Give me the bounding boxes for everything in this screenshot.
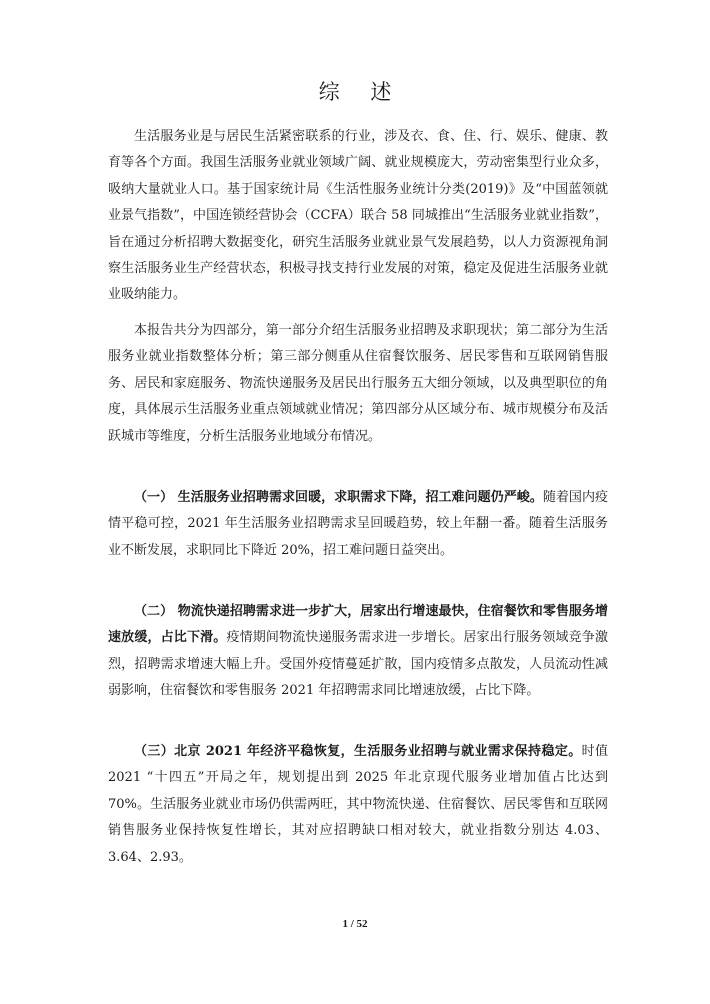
finding-one-text: 随着国内疫情平稳可控，2021 年生活服务业招聘需求呈回暖趋势，较上年翻一番。随着生活服务业不断发展，求职同比下降近 20%，招工难问题日益突出。	[108, 490, 608, 558]
paragraph-structure-text: 本报告共分为四部分，第一部分介绍生活服务业招聘及求职现状；第二部分为生活服务业就业指数整体分析；第三部分侧重从住宿餐饮服务、居民零售和互联网销售服务、居民和家庭服务、物流快递服务及居民出行服务五大细分领域，以及典型职位的角度，具体展示生活服务业重点领域就业情况；第四部分从区域分布、城市规模分布及活跃城市等维度，分析生活服务业地域分布情况。	[108, 323, 608, 444]
finding-three	[108, 739, 608, 871]
paragraph-intro-text: 生活服务业是与居民生活紧密联系的行业，涉及衣、食、住、行、娱乐、健康、教育等各个方面。我国生活服务业就业领域广阔、就业规模庞大，劳动密集型行业众多，吸纳大量就业人口。基于国家统计局《生活性服务业统计分类(2019)》及“中国蓝领就业景气指数”，中国连锁经营协会（CCFA）联合 58 同城推出“生活服务业就业指数”，旨在通过分析招聘大数据变化，研究生活服务业就业景气发展趋势，以人力资源视角洞察生活服务业生产经营状态，积极寻找支持行业发展的对策，稳定及促进生活服务业就业吸纳能力。	[108, 129, 608, 303]
page-number: 1 / 52	[342, 918, 368, 930]
finding-one-heading: （一） 生活服务业招聘需求回暖，求职需求下降，招工难问题仍严峻。	[134, 490, 543, 505]
finding-two-text: 疫情期间物流快递服务需求进一步增长。居家出行服务领域竞争激烈，招聘需求增速大幅上升。受国外疫情蔓延扩散，国内疫情多点散发，人员流动性减弱影响，住宿餐饮和零售服务 2021 年招聘需求同比增速放缓，占比下降。	[108, 630, 608, 699]
finding-three-heading: （三）北京 2021 年经济平稳恢复，生活服务业招聘与就业需求保持稳定。	[134, 744, 582, 759]
finding-two-heading: （二） 物流快递招聘需求进一步扩大，居家出行增速最快，住宿餐饮和零售服务增速放缓，占比下滑。	[108, 604, 608, 646]
paragraph-intro	[108, 124, 608, 309]
page-title: 综 述	[318, 80, 404, 104]
finding-three-text: 时值 2021 “十四五”开局之年，规划提出到 2025 年北京现代服务业增加值占比达到 70%。生活服务业就业市场仍供需两旺，其中物流快递、住宿餐饮、居民零售和互联网销售服务业保持恢复性增长，其对应招聘缺口相对较大，就业指数分别达 4.03、3.64、2.93。	[108, 744, 609, 865]
finding-one	[108, 485, 608, 564]
finding-two	[108, 599, 608, 705]
paragraph-structure	[108, 318, 608, 450]
